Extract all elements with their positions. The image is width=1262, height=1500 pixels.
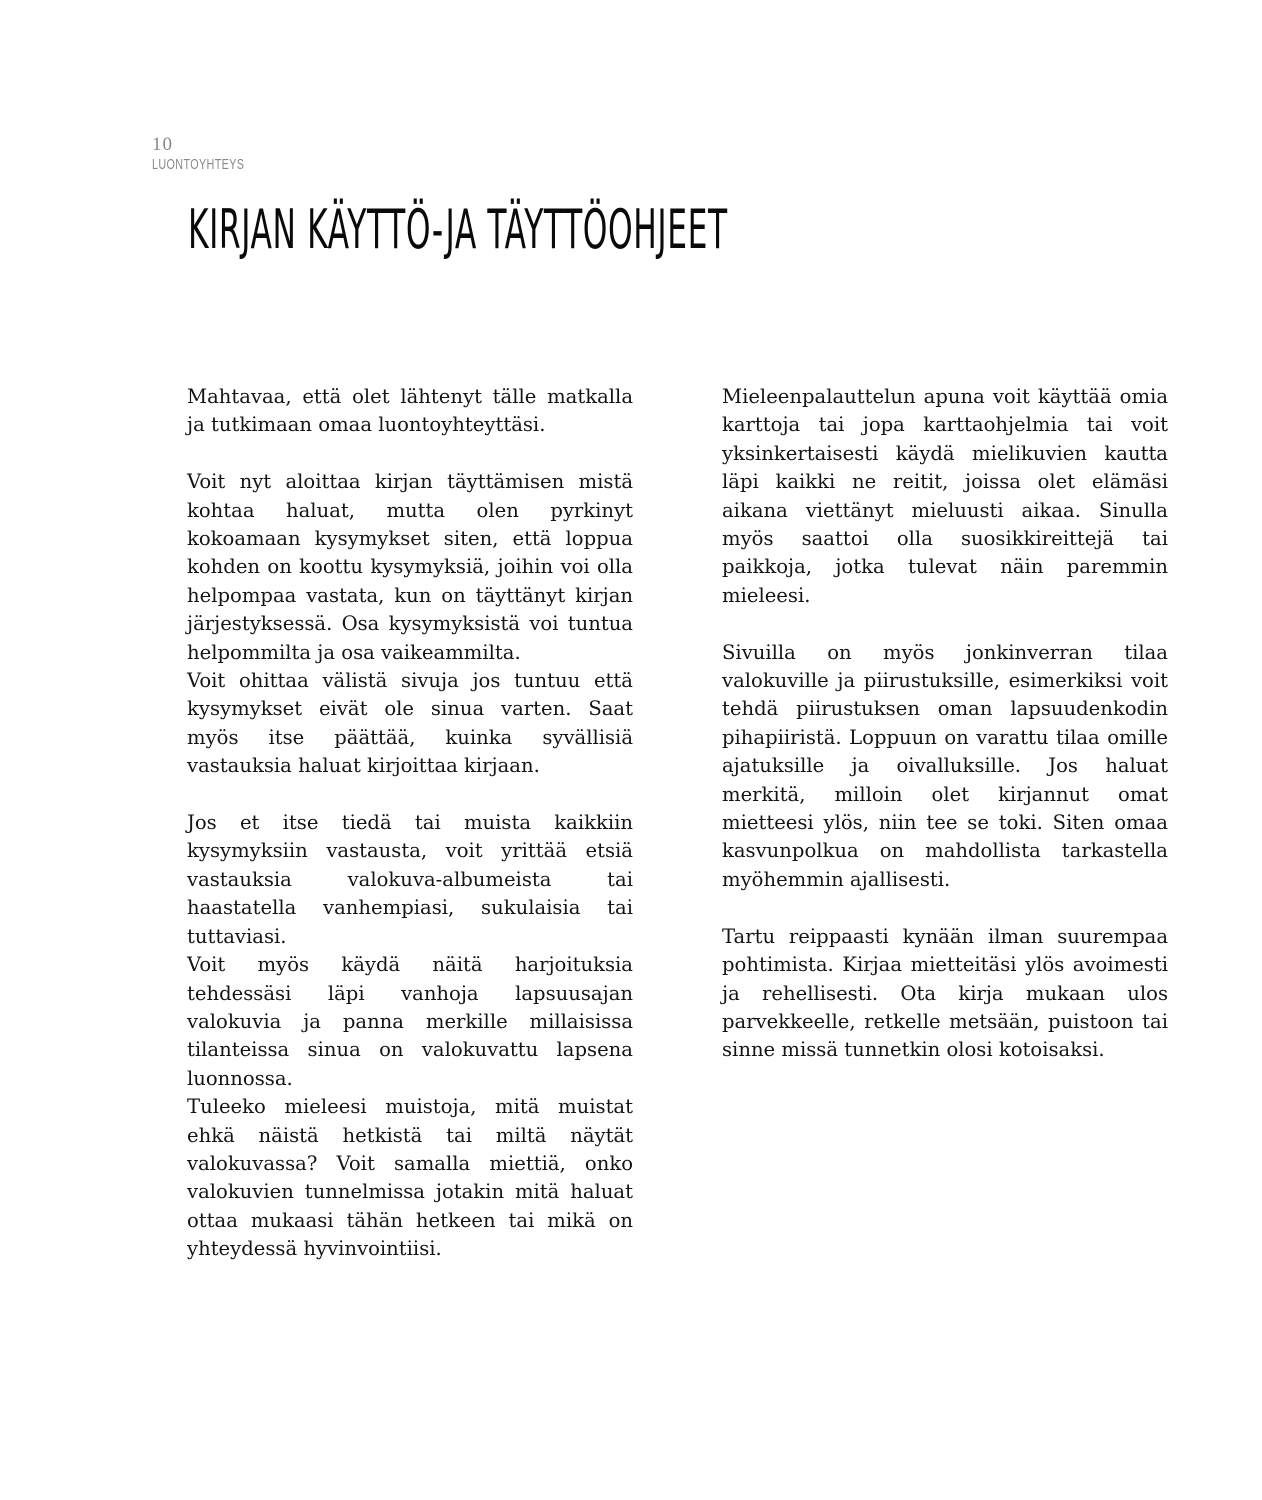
paragraph: Tuleeko mieleesi muistoja, mitä muistat ehkä näistä hetkistä tai miltä näytät valokuvassa? Voit samalla miettiä, onko valokuvien tunnelmissa jotakin mitä haluat ottaa mukaasi tähän hetkeen tai mikä on yhteydessä hyvinvointiisi. bbox=[187, 1095, 633, 1261]
paragraph: Sivuilla on myös jonkinverran tilaa valokuville ja piirustuksille, esimerkiksi voit tehdä piirustuksen oman lapsuudenkodin pihapiiristä. Loppuun on varattu tilaa omille ajatuksille ja oivalluksille. Jos haluat merkitä, milloin olet kirjannut omat mietteesi ylös, niin tee se toki. Siten omaa kasvunpolkua on mahdollista tarkastella myöhemmin ajallisesti. bbox=[722, 640, 1168, 891]
paragraph: Voit ohittaa välistä sivuja jos tuntuu että kysymykset eivät ole sinua varten. Saat myös itse päättää, kuinka syvällisiä vastauksia haluat kirjoittaa kirjaan. bbox=[187, 669, 633, 778]
page-number: 10 bbox=[152, 134, 173, 155]
paragraph: Tartu reippaasti kynään ilman suurempaa pohtimista. Kirjaa mietteitäsi ylös avoimesti ja rehellisesti. Ota kirja mukaan ulos parvekkeelle, retkelle metsään, puistoon tai sinne missä tunnetkin olosi kotoisaksi. bbox=[722, 924, 1168, 1062]
paragraph: Jos et itse tiedä tai muista kaikkiin kysymyksiin vastausta, voit yrittää etsiä vastauksia valokuva-albumeista tai haastatella vanhempiasi, sukulaisia tai tuttaviasi. bbox=[187, 811, 633, 948]
section-name: LUONTOYHTEYS bbox=[152, 156, 245, 173]
paragraph: Voit myös käydä näitä harjoituksia tehdessäsi läpi vanhoja lapsuusajan valokuvia ja panna merkille millaisissa tilanteissa sinua on valokuvattu lapsena luonnossa. bbox=[187, 953, 633, 1090]
page-title: KIRJAN KÄYTTÖ-JA TÄYTTÖOHJEET bbox=[188, 198, 728, 261]
paragraph: Voit nyt aloittaa kirjan täyttämisen mistä kohtaa haluat, mutta olen pyrkinyt kokoamaan kysymykset siten, että loppua kohden on koottu kysymyksiä, joihin voi olla helpompaa vastata, kun on täyttänyt kirjan järjestyksessä. Osa kysymyksistä voi tuntua helpommilta ja osa vaikeammilta. bbox=[187, 470, 633, 664]
paragraph: Mahtavaa, että olet lähtenyt tälle matkalla ja tutkimaan omaa luontoyhteyttäsi. bbox=[187, 385, 633, 437]
paragraph: Mieleenpalauttelun apuna voit käyttää omia karttoja tai jopa karttaohjelmia tai voit yksinkertaisesti käydä mielikuvien kautta läpi kaikki ne reitit, joissa olet elämäsi aikana viettänyt mieluusti aikaa. Sinulla myös saattoi olla suosikkireittejä tai paikkoja, jotka tulevat näin paremmin mieleesi. bbox=[722, 385, 1168, 607]
left-column bbox=[187, 383, 633, 1264]
right-column bbox=[722, 383, 1168, 1065]
running-head bbox=[152, 134, 280, 174]
